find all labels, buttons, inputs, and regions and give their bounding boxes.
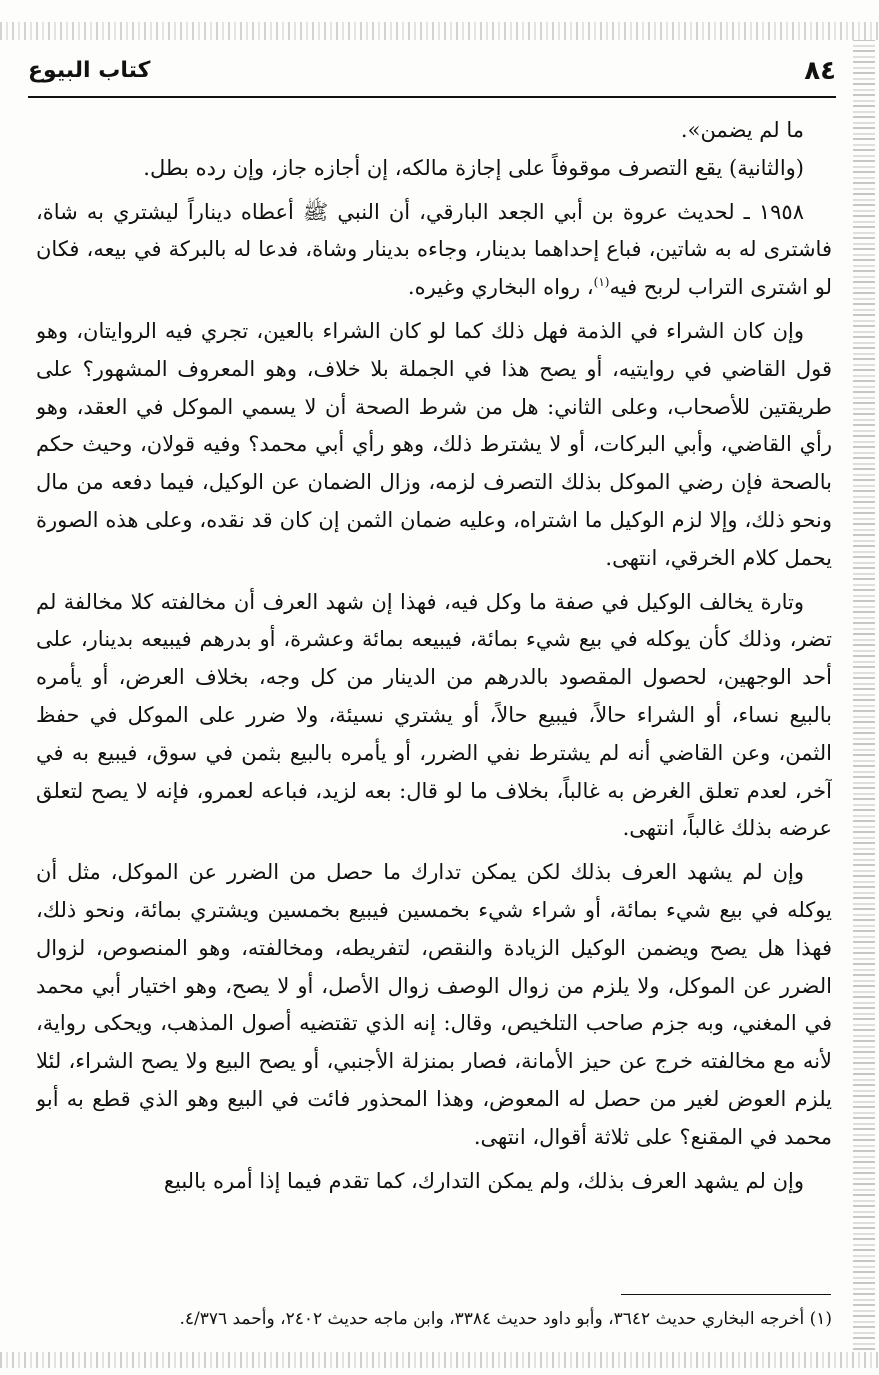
decorative-border-right: [853, 40, 875, 1350]
paragraph-5: وتارة يخالف الوكيل في صفة ما وكل فيه، فهذا إن شهد العرف أن مخالفته كلا مخالفة لم تضر، وذلك كأن يوكله في بيع شيء بمائة، فيبيعه بمائة وعشرة، أو بدرهم فيبيعه بدينار، على أحد الوجهين، لحصول المقصود بالدرهم من الدينار من كل وجه، بخلاف العرض، أو يأمره بالبيع نساء، أو الشراء حالاً، فيبيع حالاً، أو يشتري نسيئة، ولا ضرر على الموكل في حفظ الثمن، وعن القاضي أنه لم يشترط نفي الضرر، أو يأمره بالبيع بثمن في سوق، فيبيع به في آخر، لعدم تعلق الغرض به غالباً، بخلاف ما لو قال: بعه لزيد، فباعه لعمرو، فإنه لا يصح لتعلق عرضه بذلك غالباً، انتهى.: [36, 589, 832, 841]
page-header: [28, 56, 836, 96]
footnote-marker: (١): [593, 275, 610, 290]
running-title: كتاب البيوع: [28, 58, 151, 83]
footnote-rule: [621, 1294, 831, 1295]
hadith-text: ١٩٥٨ ـ لحديث عروة بن أبي الجعد البارقي، أن النبي ﷺ أعطاه ديناراً ليشتري به شاة، فاشترى له به شاتين، فباع إحداهما بدينار، وجاءه بدينار وشاة، فدعا له بالبركة في بيعه، فكان لو اشترى التراب لربح فيه: [36, 199, 832, 300]
decorative-border-top: [0, 22, 879, 40]
header-rule: [28, 96, 836, 98]
paragraph-7: وإن لم يشهد العرف بذلك، ولم يمكن التدارك، كما تقدم فيما إذا أمره بالبيع: [163, 1168, 804, 1193]
footnote: (١) أخرجه البخاري حديث ٣٦٤٢، وأبو داود حديث ٣٣٨٤، وابن ماجه حديث ٢٤٠٢، وأحمد ٤/٣٧٦.: [179, 1309, 832, 1329]
hadith-source: ، رواه البخاري وغيره.: [407, 275, 594, 300]
paragraph-4: وإن كان الشراء في الذمة فهل ذلك كما لو كان الشراء بالعين، تجري فيه الروايتان، وهو قول القاضي في روايتيه، أو يصح هذا في الجملة بلا خلاف، وهو المعروف المشهور؟ على طريقتين للأصحاب، وعلى الثاني: هل من شرط الصحة أن لا يسمي الموكل في العقد، وهو رأي القاضي، وأبي البركات، أو لا يشترط ذلك، وهو رأي أبي محمد؟ وفيه قولان، وحيث حكم بالصحة فإن رضي الموكل بذلك التصرف لزمه، وزال الضمان عن الوكيل، فيما دفعه من مال ونحو ذلك، وإلا لزم الوكيل ما اشتراه، وعليه ضمان الثمن إن كان قد نقده، وعلى هذه الصورة يحمل كلام الخرقي، انتهى.: [36, 318, 832, 570]
page-number: ٨٤: [804, 56, 836, 86]
decorative-border-bottom: [0, 1352, 879, 1368]
paragraph-2: (والثانية) يقع التصرف موقوفاً على إجازة مالكه، إن أجازه جاز، وإن رده بطل.: [143, 155, 804, 180]
paragraph-6: وإن لم يشهد العرف بذلك لكن يمكن تدارك ما حصل من الضرر عن الموكل، مثل أن يوكله في بيع شيء بمائة، أو شراء شيء بخمسين فيبيع بخمسين ويشتري بمائة، ونحو ذلك، فهذا هل يصح ويضمن الوكيل الزيادة والنقص، لتفريطه، ومخالفته، وهو المنصوص، لزوال الضرر عن الموكل، ولا يلزم من زوال الوصف زوال الأصل، أو لا يصح، وهو اختيار أبي محمد في المغني، وبه جزم صاحب التلخيص، وقال: إنه الذي تقتضيه أصول المذهب، ويحكى رواية، لأنه مع مخالفته خرج عن حيز الأمانة، فصار بمنزلة الأجنبي، أو يصح البيع ولا يصح الشراء، لئلا يلزم العوض لغير من حصل له المعوض، وهذا المحذور فائت في البيع وهو الذي قطع به أبو محمد في المقنع؟ على ثلاثة أقوال، انتهى.: [36, 860, 832, 1149]
paragraph-hadith-1958: [36, 194, 832, 307]
body-text: [36, 112, 832, 1242]
paragraph-1: ما لم يضمن».: [680, 118, 804, 142]
